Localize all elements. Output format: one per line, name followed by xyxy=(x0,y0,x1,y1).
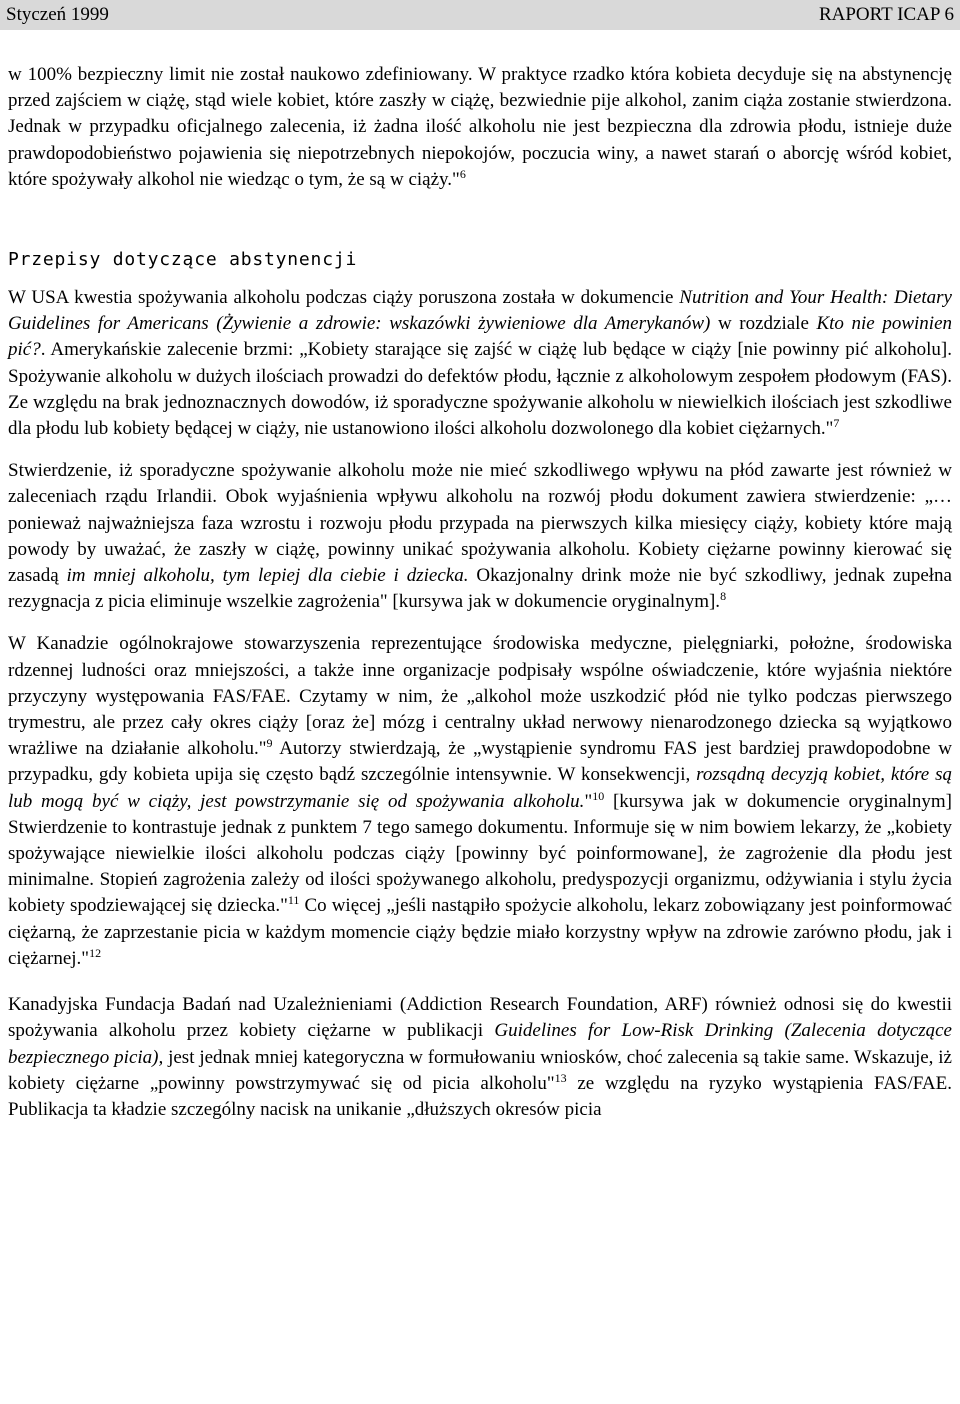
arf-text-2: jest jednak mniej kategoryczna w formułowaniu wniosków, choć zalecenia są takie same. Wskazuje, iż kobiety ciężarne „powinny powstrzymywać się od picia alkoholu" xyxy=(8,1046,952,1094)
arf-publication-title: Guidelines for Low-Risk Drinking (Zalecenia dotyczące bezpiecznego picia), xyxy=(8,1020,952,1068)
footnote-ref-6: 6 xyxy=(459,166,466,181)
usa-text-1: W USA kwestia spożywania alkoholu podczas ciąży poruszona została w dokumencie xyxy=(8,287,680,309)
arf-paragraph xyxy=(8,992,952,1123)
canada-text-2: Autorzy stwierdzają, że „wystąpienie syndromu FAS jest bardziej prawdopodobne w przypadku, gdy kobieta upija się często bądź szczególnie intensywnie. W konsekwencji, xyxy=(8,738,952,786)
canada-text-3: " xyxy=(584,790,593,812)
header-report-title: RAPORT ICAP 6 xyxy=(818,4,954,25)
usa-document-title: Nutrition and Your Health: Dietary Guidelines for Americans (Żywienie a zdrowie: wskazówki żywieniowe dla Amerykanów) xyxy=(8,287,952,335)
footnote-ref-10: 10 xyxy=(592,788,605,803)
footnote-ref-11: 11 xyxy=(287,893,300,908)
footnote-ref-13: 13 xyxy=(554,1070,567,1085)
ireland-paragraph xyxy=(8,458,952,615)
canada-text-4: [kursywa jak w dokumencie oryginalnym] Stwierdzenie to kontrastuje jednak z punktem 7 tego samego dokumentu. Informuje się w nim bowiem lekarzy, że „kobiety spożywające niewielkie ilości alkoholu podczas ciąży [powinny być poinformowane], że zagrożenie dla płodu jest minimalne. Stopień zagrożenia zależy od ilości spożywanego alkoholu, predyspozycji organizmu, odżywiania i stylu życia kobiety spodziewającej się dziecka." xyxy=(8,790,952,917)
intro-paragraph xyxy=(8,62,952,193)
usa-paragraph xyxy=(8,285,952,442)
arf-text-1: Kanadyjska Fundacja Badań nad Uzależnieniami (Addiction Research Foundation, ARF) również odnosi się do kwestii spożywania alkoholu przez kobiety ciężarne w publikacji xyxy=(8,994,952,1042)
ireland-quote-italic: im mniej alkoholu, tym lepiej dla ciebie i dziecka. xyxy=(66,565,469,587)
usa-text-3: . Amerykańskie zalecenie brzmi: „Kobiety starające się zajść w ciążę lub będące w ciąży [nie powinny pić alkoholu]. Spożywanie alkoholu w dużych ilościach prowadzi do defektów płodu, łącznie z alkoholowym zespołem płodowym (FAS). Ze względu na brak jednoznacznych dowodów, iż sporadyczne spożywanie alkoholu w niewielkich ilościach jest szkodliwe dla płodu lub kobiety będącej w ciąży, nie ustanowiono ilości alkoholu dozwolonego dla kobiet ciężarnych." xyxy=(8,339,952,440)
section-heading: Przepisy dotyczące abstynencji xyxy=(8,249,358,271)
footnote-ref-9: 9 xyxy=(266,736,273,751)
usa-chapter-title: Kto nie powinien pić? xyxy=(8,313,953,361)
page-header xyxy=(0,0,960,30)
ireland-text-1: Stwierdzenie, iż sporadyczne spożywanie alkoholu może nie mieć szkodliwego wpływu na płód zawarte jest również w zaleceniach rządu Irlandii. Obok wyjaśnienia wpływu alkoholu na rozwój płodu dokument zawiera stwierdzenie: „… ponieważ najważniejsza faza wzrostu i rozwoju płodu przypada na pierwszych kilka miesięcy ciąży, kobiety które mają powody by uważać, że zaszły w ciążę, powinny unikać spożywania alkoholu. Kobiety ciężarne powinny kierować się zasadą xyxy=(8,460,952,587)
footnote-ref-12: 12 xyxy=(89,945,102,960)
canada-text-5: Co więcej „jeśli nastąpiło spożycie alkoholu, lekarz zobowiązany jest poinformować ciężarną, że zaprzestanie picia w każdym momencie ciąży będzie miało korzystny wpływ na zdrowie zarówno płodu, jak i ciężarnej." xyxy=(8,895,953,969)
header-date: Styczeń 1999 xyxy=(6,4,109,25)
arf-text-3: ze względu na ryzyko wystąpienia FAS/FAE. Publikacja ta kładzie szczególny nacisk na unikanie „dłuższych okresów picia xyxy=(8,1072,952,1120)
ireland-text-2: Okazjonalny drink może nie być szkodliwy, jednak zupełna rezygnacja z picia eliminuje wszelkie zagrożenia" [kursywa jak w dokumencie oryginalnym]. xyxy=(8,565,952,613)
canada-quote-italic: rozsądną decyzją kobiet, które są lub mogą być w ciąży, jest powstrzymanie się od spożywania alkoholu. xyxy=(8,764,952,812)
canada-paragraph xyxy=(8,631,952,972)
footnote-ref-8: 8 xyxy=(720,589,727,604)
footnote-ref-7: 7 xyxy=(833,416,840,431)
usa-text-2: w rozdziale xyxy=(710,313,817,335)
document-body xyxy=(0,62,960,1123)
intro-text: w 100% bezpieczny limit nie został naukowo zdefiniowany. W praktyce rzadko która kobieta decyduje się na abstynencję przed zajściem w ciążę, stąd wiele kobiet, które zaszły w ciążę, bezwiednie pije alkohol, zanim ciąża zostanie stwierdzona. Jednak w przypadku oficjalnego zalecenia, iż żadna ilość alkoholu nie jest bezpieczna dla zdrowia płodu, istnieje duże prawdopodobieństwo pojawienia się niepotrzebnych niepokojów, poczucia winy, a nawet starań o aborcję wśród kobiet, które spożywały alkohol nie wiedząc o tym, że są w ciąży." xyxy=(8,64,952,190)
canada-text-1: W Kanadzie ogólnokrajowe stowarzyszenia reprezentujące środowiska medyczne, pielęgniarki, położne, środowiska rdzennej ludności oraz mniejszości, a także inne organizacje podpisały wspólne oświadczenie, które wyjaśnia niektóre przyczyny występowania FAS/FAE. Czytamy w nim, że „alkohol może uszkodzić płód nie tylko podczas pierwszego trymestru, ale przez cały okres ciąży [oraz że] mózg i centralny układ nerwowy nienarodzonego dziecka są wyjątkowo wrażliwe na działanie alkoholu." xyxy=(8,633,952,760)
